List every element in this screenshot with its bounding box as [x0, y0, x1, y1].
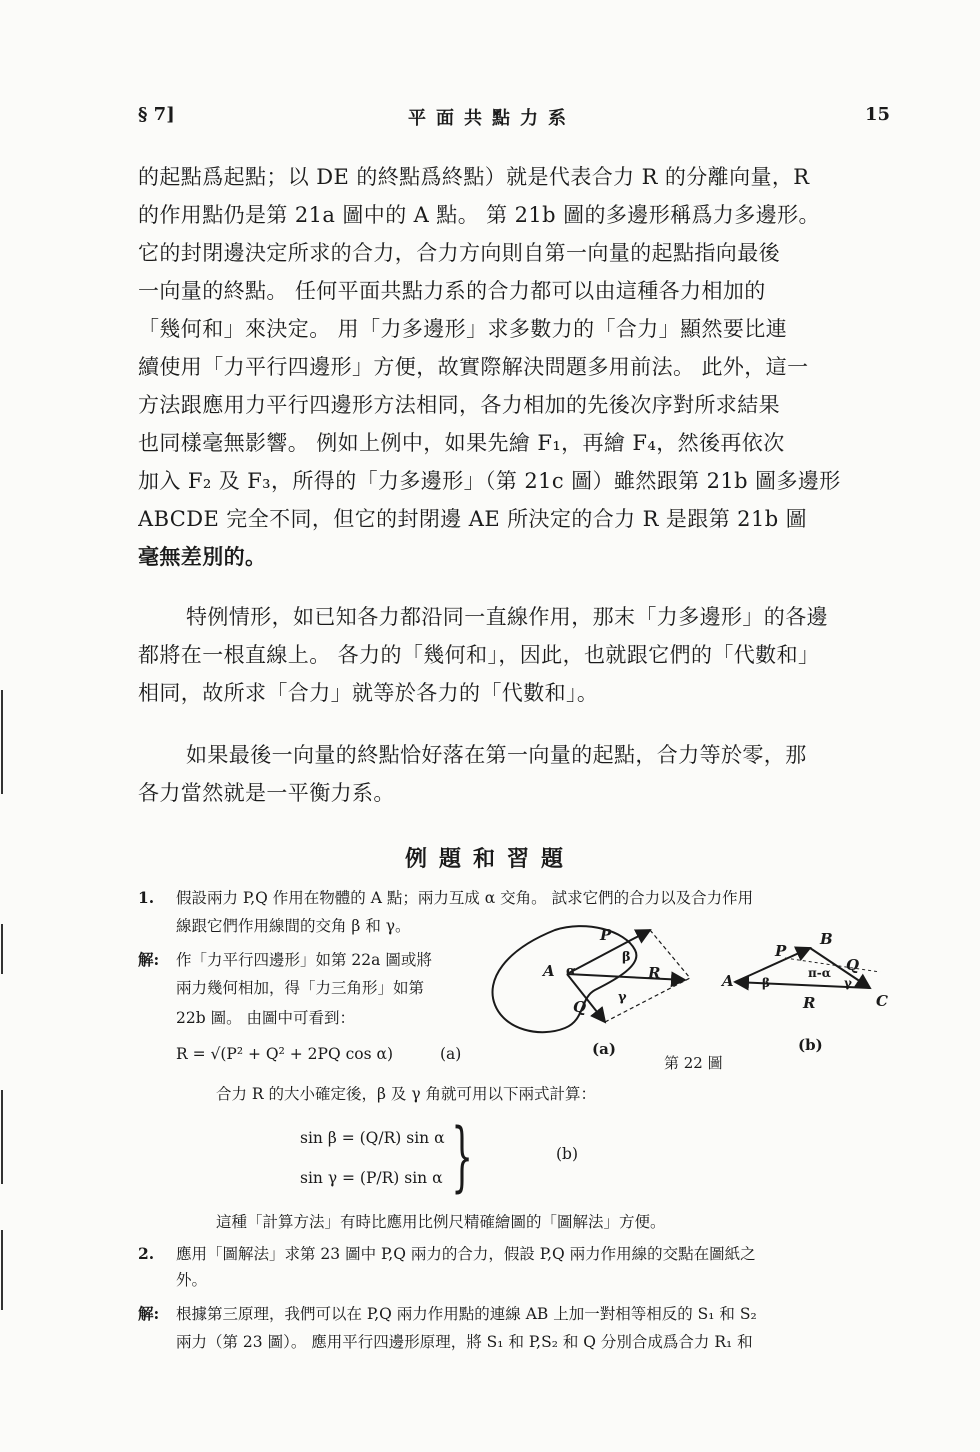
- solution-label: 解:: [138, 1304, 160, 1323]
- text-line: 的作用點仍是第 21a 圖中的 A 點。 第 21b 圖的多邊形稱爲力多邊形。: [138, 203, 820, 227]
- label-R-b: R: [803, 994, 816, 1012]
- formula-tag-a: (a): [440, 1045, 462, 1063]
- figure-22: [485, 920, 895, 1055]
- label-Q-b: Q: [846, 956, 860, 974]
- scan-mark: [1, 1230, 3, 1310]
- triangle-P: [735, 948, 810, 982]
- solution-text: 兩力（第 23 圖）。 應用平行四邊形原理，將 S₁ 和 P,S₂ 和 Q 分別合成爲合力 R₁ 和: [176, 1333, 753, 1351]
- scan-mark: [1, 1090, 3, 1184]
- formula-a: R = √(P² + Q² + 2PQ cos α): [176, 1045, 394, 1063]
- label-Q-a: Q: [573, 998, 587, 1016]
- text-line: 毫無差別的。: [138, 544, 267, 569]
- label-P-b: P: [775, 942, 787, 960]
- label-B-b: B: [820, 930, 833, 948]
- label-alpha-a: α: [566, 964, 577, 979]
- scan-mark: [1, 924, 3, 974]
- label-beta-b: β: [762, 976, 770, 990]
- text-line: 各力當然就是一平衡力系。: [138, 781, 395, 805]
- formula-b2: sin γ = (P/R) sin α: [300, 1169, 443, 1187]
- text-line: 相同，故所求「合力」就等於各力的「代數和」。: [138, 681, 599, 705]
- subfigure-label-b: (b): [798, 1036, 823, 1054]
- problem-text: 外。: [176, 1271, 208, 1289]
- section-title: 例題和習題: [404, 846, 575, 872]
- note-text: 這種「計算方法」有時比應用比例尺精確繪圖的「圖解法」方便。: [216, 1213, 666, 1231]
- problem-number: 2.: [138, 1244, 155, 1263]
- solution-text: 合力 R 的大小確定後，β 及 γ 角就可用以下兩式計算：: [216, 1085, 597, 1103]
- formula-b1: sin β = (Q/R) sin α: [300, 1129, 445, 1147]
- text-line: 的起點爲起點；以 DE 的終點爲終點）就是代表合力 R 的分離向量，R: [138, 165, 810, 189]
- problem-text: 應用「圖解法」求第 23 圖中 P,Q 兩力的合力，假設 P,Q 兩力作用線的交點在圖紙之: [176, 1245, 756, 1263]
- label-R-a: R: [648, 964, 661, 982]
- label-pi-alpha-b: π-α: [808, 966, 831, 980]
- label-beta-a: β: [622, 950, 631, 965]
- figure-caption: 第 22 圖: [664, 1054, 723, 1072]
- problem-number: 1.: [138, 888, 155, 907]
- running-title: 平面共點力系: [408, 108, 576, 129]
- solution-text: 兩力幾何相加，得「力三角形」如第: [176, 979, 425, 997]
- solution-text: 根據第三原理，我們可以在 P,Q 兩力作用點的連線 AB 上加一對相等相反的 S₁ 和 S₂: [176, 1305, 757, 1323]
- scan-mark: [1, 690, 3, 794]
- label-P-a: P: [600, 926, 612, 944]
- label-A-a: A: [543, 962, 555, 980]
- text-line: 方法跟應用力平行四邊形方法相同，各力相加的先後次序對所求結果: [138, 393, 780, 417]
- text-line: 續使用「力平行四邊形」方便，故實際解決問題多用前法。 此外，這一: [138, 355, 809, 379]
- text-line: 也同樣毫無影響。 例如上例中，如果先繪 F₁，再繪 F₄，然後再依次: [138, 431, 785, 455]
- page-header: [138, 104, 890, 134]
- right-brace: }: [451, 1111, 474, 1200]
- text-line: 加入 F₂ 及 F₃，所得的「力多邊形」（第 21c 圖）雖然跟第 21b 圖多邊形: [138, 469, 841, 493]
- label-gamma-b: γ: [844, 976, 852, 990]
- solution-text: 22b 圖。 由圖中可看到：: [176, 1009, 355, 1027]
- solution-label: 解:: [138, 950, 160, 969]
- problem-text: 假設兩力 P,Q 作用在物體的 A 點；兩力互成 α 交角。 試求它們的合力以及合力作用: [176, 889, 754, 907]
- text-line: 一向量的終點。 任何平面共點力系的合力都可以由這種各力相加的: [138, 279, 766, 303]
- text-line: 特例情形，如已知各力都沿同一直線作用，那末「力多邊形」的各邊: [186, 605, 828, 629]
- problem-text: 線跟它們作用線間的交角 β 和 γ。: [176, 917, 411, 935]
- text-line: 「幾何和」來決定。 用「力多邊形」求多數力的「合力」顯然要比連: [138, 317, 788, 341]
- text-line: ABCDE 完全不同，但它的封閉邊 AE 所決定的合力 R 是跟第 21b 圖: [138, 507, 808, 531]
- label-C-b: C: [876, 992, 888, 1010]
- vector-R: [567, 974, 685, 980]
- label-gamma-a: γ: [618, 990, 627, 1005]
- body-outline: [493, 926, 637, 1032]
- label-A-b: A: [722, 972, 734, 990]
- text-line: 它的封閉邊決定所求的合力，合力方向則自第一向量的起點指向最後: [138, 241, 780, 265]
- text-line: 如果最後一向量的終點恰好落在第一向量的起點，合力等於零，那: [186, 743, 807, 767]
- subfigure-label-a: (a): [592, 1040, 616, 1058]
- section-marker: § 7]: [138, 104, 175, 125]
- formula-tag-b: (b): [556, 1145, 579, 1163]
- text-line: 都將在一根直線上。 各力的「幾何和」，因此，也就跟它們的「代數和」: [138, 643, 820, 667]
- page-number: 15: [864, 104, 890, 125]
- dashed-extension: [785, 958, 880, 972]
- solution-text: 作「力平行四邊形」如第 22a 圖或將: [176, 951, 432, 969]
